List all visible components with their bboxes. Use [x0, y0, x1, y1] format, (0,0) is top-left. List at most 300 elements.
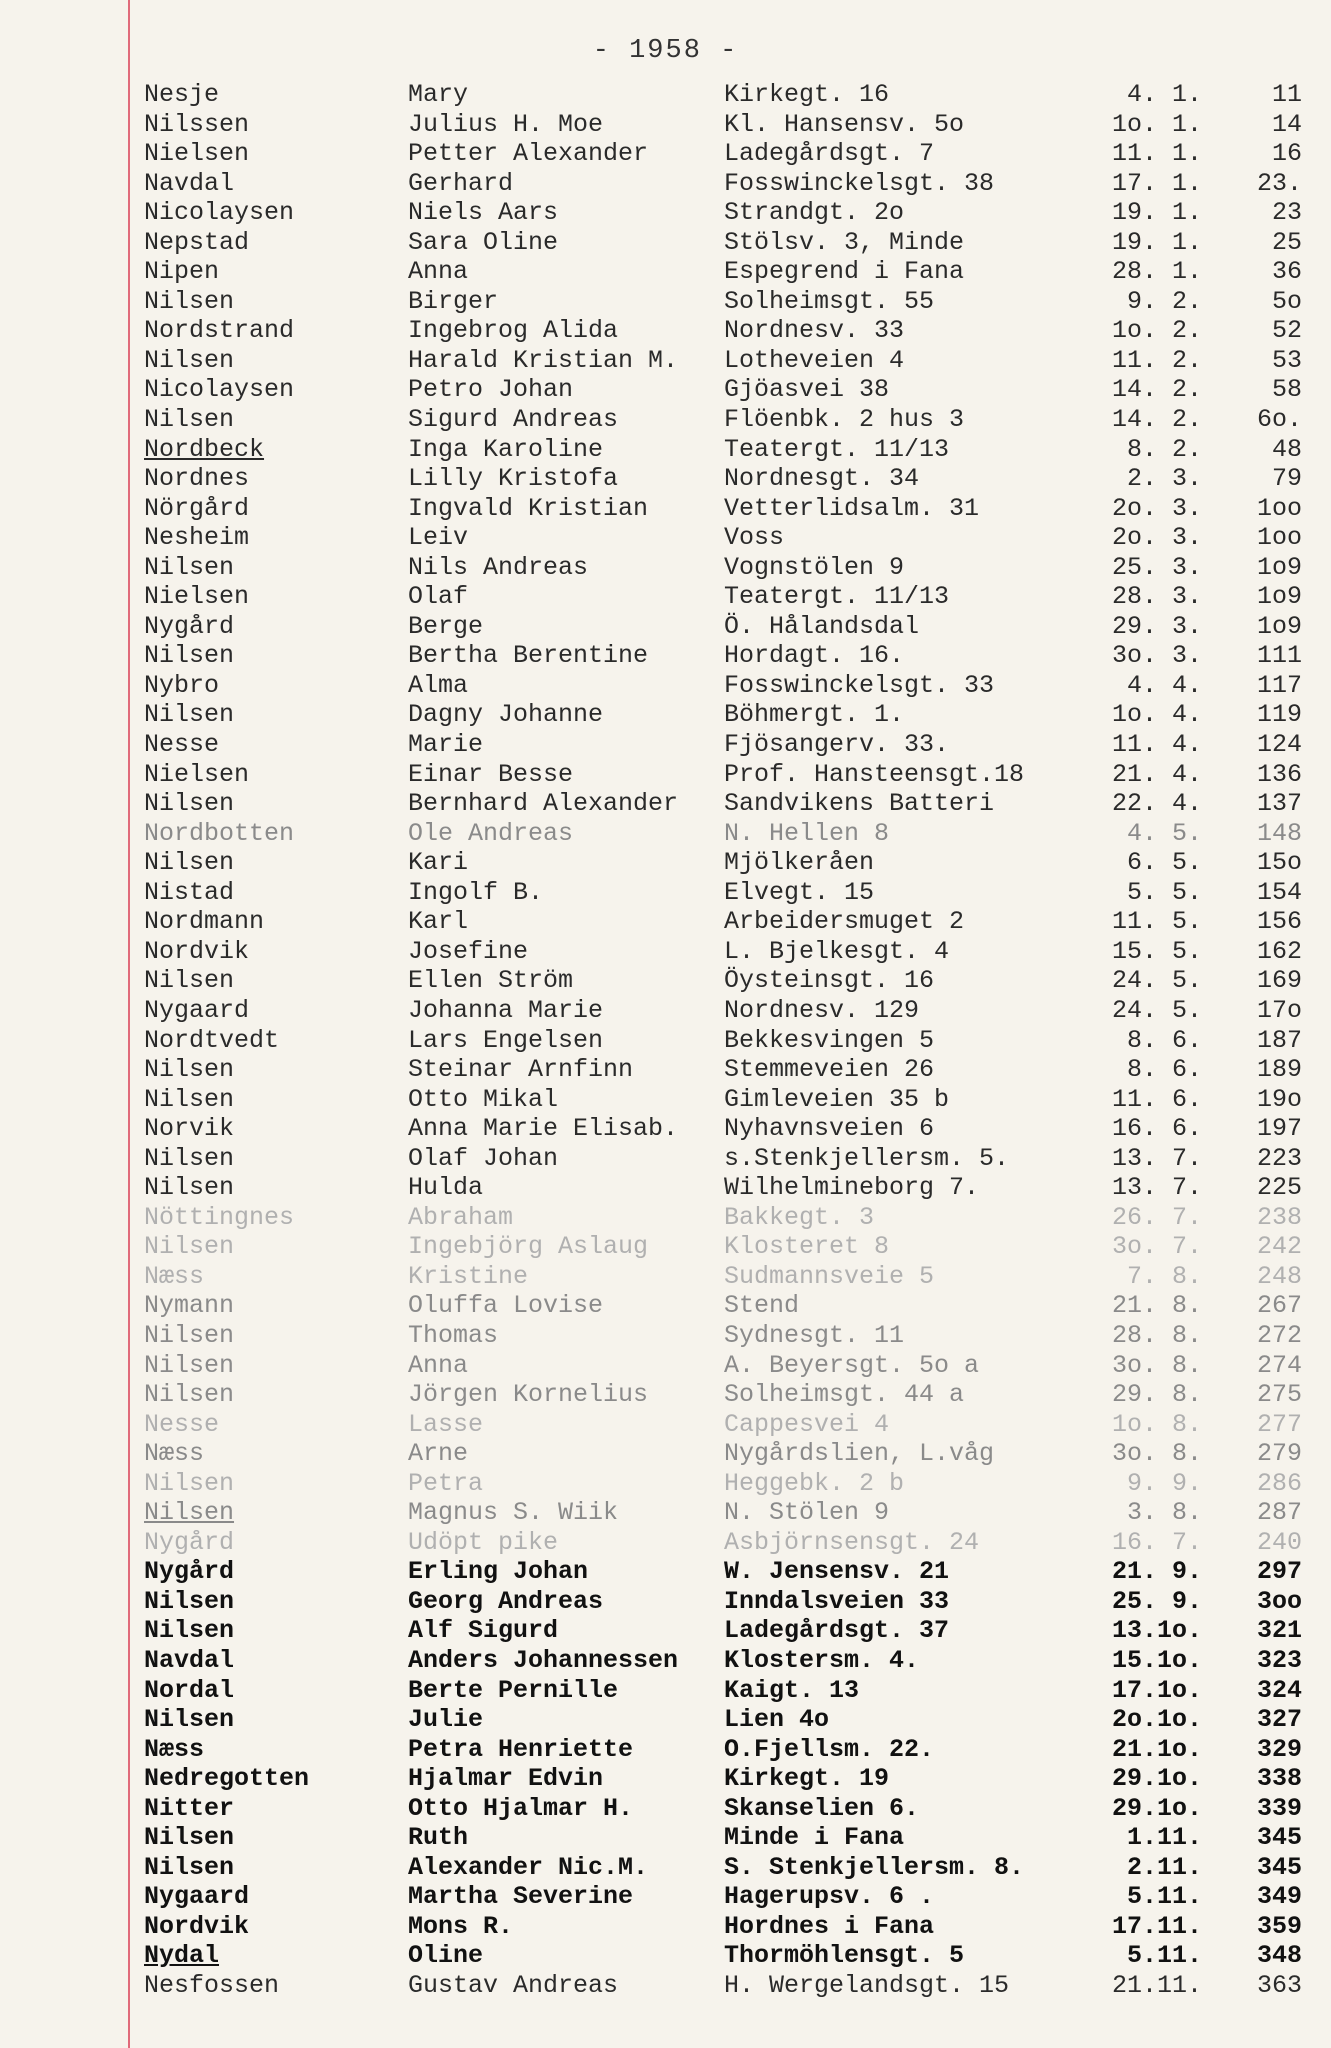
- address: Arbeidersmuget 2: [724, 907, 965, 937]
- date: 21.1o.: [1111, 1734, 1202, 1764]
- date: 28. 1.: [1111, 257, 1202, 287]
- given-names: Ellen Ström: [408, 966, 574, 996]
- surname: Nilsen: [144, 1084, 235, 1114]
- entry-number: 124: [1256, 730, 1302, 760]
- date: 17. 1.: [1111, 168, 1202, 198]
- register-row: [0, 1026, 1331, 1056]
- entry-number: 327: [1256, 1705, 1302, 1735]
- date: 13.1o.: [1111, 1616, 1202, 1646]
- given-names: Oline: [408, 1941, 484, 1971]
- given-names: Bertha Berentine: [408, 641, 649, 671]
- date: 9. 2.: [1126, 286, 1202, 316]
- surname: Nielsen: [144, 139, 250, 169]
- given-names: Petro Johan: [408, 375, 574, 405]
- date: 29.1o.: [1111, 1764, 1202, 1794]
- register-row: [0, 1351, 1331, 1381]
- address: Hordagt. 16.: [724, 641, 905, 671]
- entry-number: 5o: [1271, 286, 1302, 316]
- register-row: [0, 819, 1331, 849]
- entry-number: 23: [1271, 198, 1302, 228]
- address: Böhmergt. 1.: [724, 700, 905, 730]
- register-row: [0, 110, 1331, 140]
- date: 22. 4.: [1111, 789, 1202, 819]
- given-names: Alf Sigurd: [408, 1616, 559, 1646]
- given-names: Ingebrog Alida: [408, 316, 619, 346]
- address: Asbjörnsensgt. 24: [724, 1527, 980, 1557]
- register-row: [0, 1764, 1331, 1794]
- date: 17.1o.: [1111, 1675, 1202, 1705]
- date: 3. 8.: [1126, 1498, 1202, 1528]
- given-names: Bernhard Alexander: [408, 789, 679, 819]
- entry-number: 23.: [1256, 168, 1302, 198]
- register-row: [0, 1380, 1331, 1410]
- address: Ladegårdsgt. 37: [724, 1616, 950, 1646]
- given-names: Udöpt pike: [408, 1527, 559, 1557]
- entry-number: 162: [1256, 936, 1302, 966]
- register-row: [0, 257, 1331, 287]
- given-names: Jörgen Kornelius: [408, 1380, 649, 1410]
- address: Gimleveien 35 b: [724, 1084, 950, 1114]
- entry-number: 117: [1256, 670, 1302, 700]
- surname: Næss: [144, 1261, 205, 1291]
- surname: Nygård: [144, 1557, 235, 1587]
- date: 3o. 7.: [1111, 1232, 1202, 1262]
- register-row: [0, 1557, 1331, 1587]
- entry-number: 1o9: [1256, 582, 1302, 612]
- register-row: [0, 316, 1331, 346]
- entry-number: 248: [1256, 1261, 1302, 1291]
- surname: Nilsen: [144, 700, 235, 730]
- entry-number: 238: [1256, 1202, 1302, 1232]
- surname: Nilsen: [144, 1350, 235, 1380]
- surname: Nilsen: [144, 1232, 235, 1262]
- date: 25. 9.: [1111, 1586, 1202, 1616]
- address: Hagerupsv. 6 .: [724, 1882, 935, 1912]
- surname: Nesje: [144, 80, 220, 109]
- entry-number: 363: [1256, 1971, 1302, 2000]
- given-names: Leiv: [408, 523, 469, 553]
- date: 21. 4.: [1111, 759, 1202, 789]
- surname: Nilsen: [144, 1055, 235, 1085]
- given-names: Niels Aars: [408, 198, 559, 228]
- address: Lien 4o: [724, 1705, 830, 1735]
- surname: Norvik: [144, 1114, 235, 1144]
- register-row: [0, 1203, 1331, 1233]
- address: Kirkegt. 19: [724, 1764, 890, 1794]
- entry-number: 189: [1256, 1055, 1302, 1085]
- surname: Nepstad: [144, 227, 250, 257]
- given-names: Otto Mikal: [408, 1084, 559, 1114]
- register-row: [0, 966, 1331, 996]
- register-row: [0, 671, 1331, 701]
- address: Fosswinckelsgt. 33: [724, 670, 995, 700]
- given-names: Kristine: [408, 1261, 529, 1291]
- surname: Nordvik: [144, 936, 250, 966]
- register-row: [0, 1085, 1331, 1115]
- entry-number: 287: [1256, 1498, 1302, 1528]
- address: N. Stölen 9: [724, 1498, 890, 1528]
- given-names: Berge: [408, 611, 484, 641]
- date: 4. 5.: [1126, 818, 1202, 848]
- given-names: Einar Besse: [408, 759, 574, 789]
- address: Skanselien 6.: [724, 1793, 920, 1823]
- surname: Nielsen: [144, 759, 250, 789]
- address: Sandvikens Batteri: [724, 789, 995, 819]
- date: 15.1o.: [1111, 1645, 1202, 1675]
- register-row: [0, 287, 1331, 317]
- date: 11. 1.: [1111, 139, 1202, 169]
- register-row: [0, 1410, 1331, 1440]
- register-row: [0, 641, 1331, 671]
- register-row: [0, 1055, 1331, 1085]
- date: 24. 5.: [1111, 995, 1202, 1025]
- entry-number: 169: [1256, 966, 1302, 996]
- given-names: Sigurd Andreas: [408, 405, 619, 435]
- given-names: Hjalmar Edvin: [408, 1764, 604, 1794]
- surname: Nesse: [144, 1409, 220, 1439]
- address: Nyhavnsveien 6: [724, 1114, 935, 1144]
- given-names: Petra: [408, 1468, 484, 1498]
- surname: Nesse: [144, 730, 220, 760]
- entry-number: 329: [1256, 1734, 1302, 1764]
- surname: Nygaard: [144, 995, 250, 1025]
- surname: Nilsen: [144, 848, 235, 878]
- register-row: [0, 582, 1331, 612]
- entry-number: 279: [1256, 1439, 1302, 1469]
- entry-number: 25: [1271, 227, 1302, 257]
- given-names: Julie: [408, 1705, 484, 1735]
- entry-number: 136: [1256, 759, 1302, 789]
- surname: Nistad: [144, 877, 235, 907]
- address: A. Beyersgt. 5o a: [724, 1350, 980, 1380]
- given-names: Kari: [408, 848, 469, 878]
- entry-number: 79: [1271, 464, 1302, 494]
- entry-number: 148: [1256, 818, 1302, 848]
- address: Stemmeveien 26: [724, 1055, 935, 1085]
- given-names: Lasse: [408, 1409, 484, 1439]
- surname: Nicolaysen: [144, 198, 295, 228]
- register-row: [0, 1646, 1331, 1676]
- entry-number: 1oo: [1256, 523, 1302, 553]
- surname: Næss: [144, 1734, 205, 1764]
- entry-number: 223: [1256, 1143, 1302, 1173]
- surname: Nilsen: [144, 1616, 235, 1646]
- surname: Nilsen: [144, 1468, 235, 1498]
- entry-number: 225: [1256, 1173, 1302, 1203]
- given-names: Oluffa Lovise: [408, 1291, 604, 1321]
- entry-number: 323: [1256, 1645, 1302, 1675]
- address: Sydnesgt. 11: [724, 1320, 905, 1350]
- date: 8. 6.: [1126, 1055, 1202, 1085]
- entry-number: 53: [1271, 345, 1302, 375]
- address: Solheimsgt. 55: [724, 286, 935, 316]
- date: 5.11.: [1126, 1882, 1202, 1912]
- given-names: Arne: [408, 1439, 469, 1469]
- given-names: Petter Alexander: [408, 139, 649, 169]
- entry-number: 348: [1256, 1941, 1302, 1971]
- date: 19. 1.: [1111, 227, 1202, 257]
- entry-number: 111: [1256, 641, 1302, 671]
- register-row: [0, 1705, 1331, 1735]
- date: 14. 2.: [1111, 375, 1202, 405]
- entry-number: 187: [1256, 1025, 1302, 1055]
- surname: Nilsen: [144, 1320, 235, 1350]
- surname: Nitter: [144, 1793, 235, 1823]
- date: 2o. 3.: [1111, 493, 1202, 523]
- address: Minde i Fana: [724, 1823, 905, 1853]
- entry-number: 324: [1256, 1675, 1302, 1705]
- register-row: [0, 1291, 1331, 1321]
- given-names: Mary: [408, 80, 469, 109]
- address: Vetterlidsalm. 31: [724, 493, 980, 523]
- register-row: [0, 612, 1331, 642]
- entry-number: 1o9: [1256, 552, 1302, 582]
- address: W. Jensensv. 21: [724, 1557, 950, 1587]
- given-names: Petra Henriette: [408, 1734, 634, 1764]
- page-header-year: - 1958 -: [592, 36, 739, 66]
- date: 13. 7.: [1111, 1143, 1202, 1173]
- register-row: [0, 1853, 1331, 1883]
- surname: Nilsen: [144, 1173, 235, 1203]
- date: 9. 9.: [1126, 1468, 1202, 1498]
- date: 14. 2.: [1111, 405, 1202, 435]
- date: 24. 5.: [1111, 966, 1202, 996]
- address: Nygårdslien, L.våg: [724, 1439, 995, 1469]
- address: Klosteret 8: [724, 1232, 890, 1262]
- register-row: [0, 1912, 1331, 1942]
- entry-number: 345: [1256, 1852, 1302, 1882]
- surname: Nilsen: [144, 345, 235, 375]
- surname: Nordstrand: [144, 316, 295, 346]
- register-row: [0, 1823, 1331, 1853]
- entry-number: 16: [1271, 139, 1302, 169]
- surname: Nilsen: [144, 1498, 235, 1528]
- register-row: [0, 1232, 1331, 1262]
- given-names: Dagny Johanne: [408, 700, 604, 730]
- surname: Nöttingnes: [144, 1202, 295, 1232]
- given-names: Otto Hjalmar H.: [408, 1793, 634, 1823]
- address: L. Bjelkesgt. 4: [724, 936, 950, 966]
- address: Vognstölen 9: [724, 552, 905, 582]
- entry-number: 197: [1256, 1114, 1302, 1144]
- entry-number: 297: [1256, 1557, 1302, 1587]
- address: Bakkegt. 3: [724, 1202, 875, 1232]
- register-row: [0, 80, 1331, 110]
- surname: Nordtvedt: [144, 1025, 280, 1055]
- date: 3o. 8.: [1111, 1350, 1202, 1380]
- date: 5.11.: [1126, 1941, 1202, 1971]
- date: 2.11.: [1126, 1852, 1202, 1882]
- given-names: Sara Oline: [408, 227, 559, 257]
- entry-number: 242: [1256, 1232, 1302, 1262]
- date: 1o. 4.: [1111, 700, 1202, 730]
- given-names: Johanna Marie: [408, 995, 604, 1025]
- register-row: [0, 1528, 1331, 1558]
- date: 1o. 2.: [1111, 316, 1202, 346]
- surname: Nilssen: [144, 109, 250, 139]
- date: 6. 5.: [1126, 848, 1202, 878]
- given-names: Erling Johan: [408, 1557, 589, 1587]
- surname: Nilsen: [144, 1380, 235, 1410]
- date: 28. 8.: [1111, 1320, 1202, 1350]
- date: 29. 8.: [1111, 1380, 1202, 1410]
- date: 21. 9.: [1111, 1557, 1202, 1587]
- register-row: [0, 523, 1331, 553]
- surname: Nilsen: [144, 1852, 235, 1882]
- given-names: Thomas: [408, 1320, 499, 1350]
- surname: Nilsen: [144, 1586, 235, 1616]
- surname: Nielsen: [144, 582, 250, 612]
- surname: Nilsen: [144, 1143, 235, 1173]
- register-row: [0, 700, 1331, 730]
- address: Mjölkeråen: [724, 848, 875, 878]
- register-row: [0, 996, 1331, 1026]
- address: Kaigt. 13: [724, 1675, 860, 1705]
- given-names: Olaf Johan: [408, 1143, 559, 1173]
- entry-number: 267: [1256, 1291, 1302, 1321]
- date: 11. 4.: [1111, 730, 1202, 760]
- address: s.Stenkjellersm. 5.: [724, 1143, 1010, 1173]
- address: Teatergt. 11/13: [724, 434, 950, 464]
- address: Solheimsgt. 44 a: [724, 1380, 965, 1410]
- surname: Nordal: [144, 1675, 235, 1705]
- date: 21. 8.: [1111, 1291, 1202, 1321]
- address: Fosswinckelsgt. 38: [724, 168, 995, 198]
- given-names: Georg Andreas: [408, 1586, 604, 1616]
- entry-number: 52: [1271, 316, 1302, 346]
- given-names: Ingebjörg Aslaug: [408, 1232, 649, 1262]
- given-names: Ruth: [408, 1823, 469, 1853]
- surname: Nymann: [144, 1291, 235, 1321]
- register-row: [0, 1616, 1331, 1646]
- register-row: [0, 405, 1331, 435]
- address: Kl. Hansensv. 5o: [724, 109, 965, 139]
- entry-number: 3oo: [1256, 1586, 1302, 1616]
- date: 11. 2.: [1111, 345, 1202, 375]
- entry-number: 274: [1256, 1350, 1302, 1380]
- date: 2o. 3.: [1111, 523, 1202, 553]
- register-row: [0, 228, 1331, 258]
- date: 3o. 3.: [1111, 641, 1202, 671]
- given-names: Gerhard: [408, 168, 514, 198]
- surname: Nilsen: [144, 1823, 235, 1853]
- surname: Nilsen: [144, 552, 235, 582]
- address: Hordnes i Fana: [724, 1911, 935, 1941]
- address: Ladegårdsgt. 7: [724, 139, 935, 169]
- register-row: [0, 760, 1331, 790]
- date: 3o. 8.: [1111, 1439, 1202, 1469]
- given-names: Ingvald Kristian: [408, 493, 649, 523]
- surname: Navdal: [144, 1645, 235, 1675]
- surname: Nilsen: [144, 966, 235, 996]
- entry-number: 58: [1271, 375, 1302, 405]
- address: Sudmannsveie 5: [724, 1261, 935, 1291]
- register-row: [0, 494, 1331, 524]
- date: 13. 7.: [1111, 1173, 1202, 1203]
- register-row: [0, 139, 1331, 169]
- given-names: Alexander Nic.M.: [408, 1852, 649, 1882]
- address: Nordnesv. 33: [724, 316, 905, 346]
- address: Wilhelmineborg 7.: [724, 1173, 980, 1203]
- register-row: [0, 1794, 1331, 1824]
- address: Inndalsveien 33: [724, 1586, 950, 1616]
- given-names: Steinar Arnfinn: [408, 1055, 634, 1085]
- register-row: [0, 1971, 1331, 2001]
- surname: Nörgård: [144, 493, 250, 523]
- date: 17.11.: [1111, 1911, 1202, 1941]
- given-names: Birger: [408, 286, 499, 316]
- address: Nordnesv. 129: [724, 995, 920, 1025]
- entry-number: 11: [1271, 80, 1302, 109]
- date: 1o. 8.: [1111, 1409, 1202, 1439]
- date: 29. 3.: [1111, 611, 1202, 641]
- entry-number: 6o.: [1256, 405, 1302, 435]
- entry-number: 321: [1256, 1616, 1302, 1646]
- register-row: [0, 848, 1331, 878]
- register-row: [0, 1321, 1331, 1351]
- date: 8. 6.: [1126, 1025, 1202, 1055]
- register-row: [0, 464, 1331, 494]
- date: 2o.1o.: [1111, 1705, 1202, 1735]
- given-names: Inga Karoline: [408, 434, 604, 464]
- given-names: Mons R.: [408, 1911, 514, 1941]
- entry-number: 119: [1256, 700, 1302, 730]
- date: 29.1o.: [1111, 1793, 1202, 1823]
- address: Teatergt. 11/13: [724, 582, 950, 612]
- address: Thormöhlensgt. 5: [724, 1941, 965, 1971]
- entry-number: 15o: [1256, 848, 1302, 878]
- given-names: Anders Johannessen: [408, 1645, 679, 1675]
- given-names: Ole Andreas: [408, 818, 574, 848]
- register-row: [0, 1882, 1331, 1912]
- address: Heggebk. 2 b: [724, 1468, 905, 1498]
- surname: Nipen: [144, 257, 220, 287]
- date: 19. 1.: [1111, 198, 1202, 228]
- given-names: Ingolf B.: [408, 877, 544, 907]
- register-row: [0, 198, 1331, 228]
- given-names: Gustav Andreas: [408, 1971, 619, 2000]
- surname: Nybro: [144, 670, 220, 700]
- address: Nordnesgt. 34: [724, 464, 920, 494]
- register-row: [0, 1735, 1331, 1765]
- surname: Nilsen: [144, 286, 235, 316]
- register-row: [0, 878, 1331, 908]
- entry-number: 277: [1256, 1409, 1302, 1439]
- given-names: Lars Engelsen: [408, 1025, 604, 1055]
- given-names: Harald Kristian M.: [408, 345, 679, 375]
- address: Bekkesvingen 5: [724, 1025, 935, 1055]
- register-row: [0, 346, 1331, 376]
- address: Stölsv. 3, Minde: [724, 227, 965, 257]
- surname: Nesfossen: [144, 1971, 280, 2000]
- date: 25. 3.: [1111, 552, 1202, 582]
- given-names: Karl: [408, 907, 469, 937]
- given-names: Julius H. Moe: [408, 109, 604, 139]
- entry-number: 14: [1271, 109, 1302, 139]
- entry-number: 17o: [1256, 995, 1302, 1025]
- surname: Nordmann: [144, 907, 265, 937]
- date: 21.11.: [1111, 1971, 1202, 2000]
- date: 11. 5.: [1111, 907, 1202, 937]
- register-row: [0, 1469, 1331, 1499]
- entry-number: 156: [1256, 907, 1302, 937]
- date: 1o. 1.: [1111, 109, 1202, 139]
- register-row: [0, 789, 1331, 819]
- register-row: [0, 1439, 1331, 1469]
- date: 11. 6.: [1111, 1084, 1202, 1114]
- address: Gjöasvei 38: [724, 375, 890, 405]
- register-row: [0, 1144, 1331, 1174]
